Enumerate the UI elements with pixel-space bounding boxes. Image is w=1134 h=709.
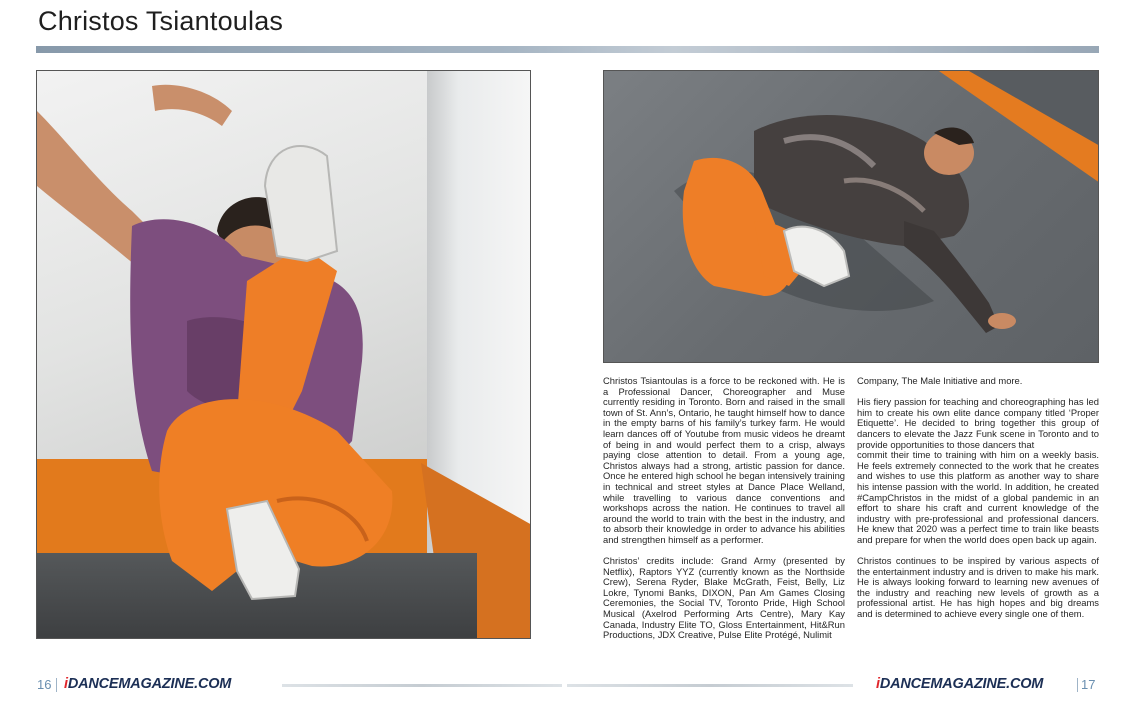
title-divider <box>36 46 1099 53</box>
article-paragraph: Christos Tsiantoulas is a force to be reckoned with. He is a Professional Dancer, Choreographer and Muse currently residing in Toronto. Born and raised in the small town of St. Ann’s, Ontario, he taught himself how to dance in the empty barns of his family’s turkey farm. He would learn dances off of Youtube from music videos he dreamt of being in and would perfect them to a crisp, always paying close attention to detail. From a young age, Christos always had a strong, artistic passion for dance. Once he entered high school he began intensively training in technical and street styles at Dance Place Welland, while travelling to various dance conventions and workshops across the nation. He continues to travel all around the world to train with the best in the industry, and to absorb their knowledge in order to advance his abilities and strengthen himself as a performer. <box>603 375 845 545</box>
page-number-right: 17 <box>1081 677 1096 692</box>
article-paragraph: Christos’ credits include: Grand Army (presented by Netflix), Raptors YYZ (currently known as the Northside Crew), Serena Ryder, Blake McGrath, Feist, Belly, Liz Lokre, Tynomi Banks, DIXON, Pan Am Games Closing Ceremonies, the Social TV, Toronto Pride, High School Musical (Axelrod Performing Arts Centre), Mary Kay Canada, Industry Elite TO, Gloss Entertainment, Hit&Run Productions, JDX Creative, Pulse Elite Protégé, Nulimit <box>603 555 845 641</box>
dancer-figure-lying <box>604 71 1099 363</box>
article-column-1 <box>603 376 845 651</box>
magazine-logo-right[interactable] <box>876 676 1043 692</box>
article-paragraph: Christos continues to be inspired by various aspects of the entertainment industry and is driven to make his mark. He is always looking forward to learning new avenues of the industry and reaching new levels of growth as a professional artist. He has high hopes and big dreams and is determined to achieve every single one of them. <box>857 555 1099 620</box>
article-paragraph: commit their time to training with him on a weekly basis. He feels extremely connected to the work that he creates and wishes to use this platform as another way to share his intense passion with the world. In addition, he created #CampChristos in the midst of a global pandemic in an effort to share his craft and current knowledge of the industry with pre-professional and professional dancers. He knew that 2020 was a perfect time to train like beasts and prepare for when the world does open back up again. <box>857 449 1099 545</box>
logo-wordmark: DANCEMAGAZINE.COM <box>879 676 1044 692</box>
page-number-divider-right <box>1077 678 1078 692</box>
magazine-logo-left[interactable] <box>64 676 231 692</box>
logo-i: i <box>876 676 880 692</box>
dancer-photo-left <box>36 70 531 639</box>
logo-wordmark: DANCEMAGAZINE.COM <box>67 676 232 692</box>
footer-divider-left <box>282 684 562 687</box>
dancer-figure-kick <box>37 71 531 639</box>
logo-i: i <box>64 676 68 692</box>
footer-divider-right <box>567 684 853 687</box>
article-column-2 <box>857 376 1099 630</box>
page-number-left: 16 <box>37 677 52 692</box>
article-paragraph: His fiery passion for teaching and choreographing has led him to create his own elite dance company titled ‘Proper Etiquette’. He decided to bring together this group of dancers to elevate the Jazz Funk scene in Toronto and to provide opportunities to those dancers that <box>857 396 1099 450</box>
article-title: Christos Tsiantoulas <box>38 6 284 36</box>
dancer-photo-right <box>603 70 1099 363</box>
article-paragraph: Company, The Male Initiative and more. <box>857 375 1023 386</box>
page-number-divider-left <box>56 678 57 692</box>
